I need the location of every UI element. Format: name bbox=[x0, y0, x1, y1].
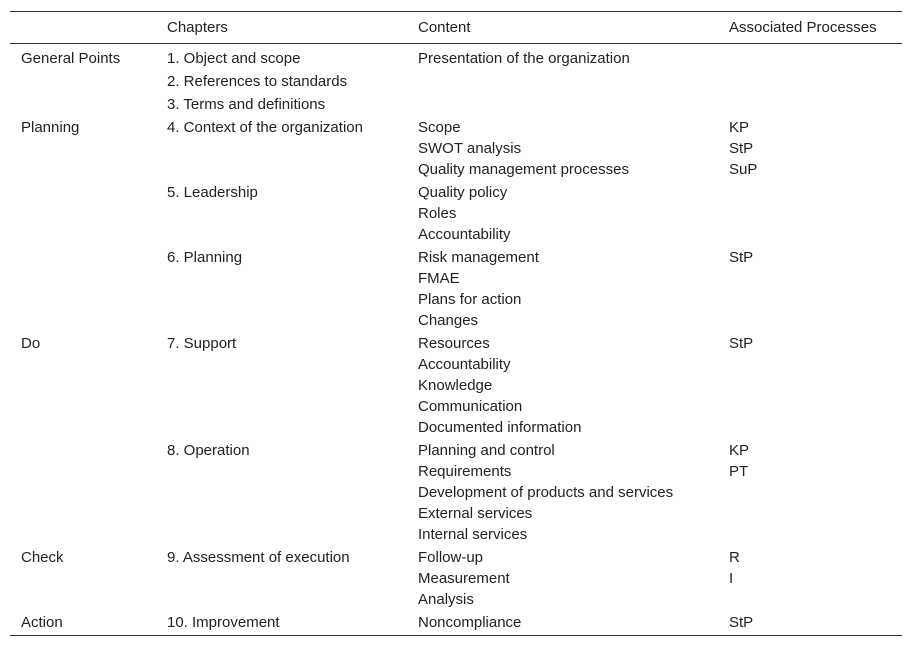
chapter-label: 5. Leadership bbox=[167, 184, 258, 201]
process-cell bbox=[718, 610, 902, 636]
process-code bbox=[729, 224, 902, 245]
content-item: Documented information bbox=[418, 419, 582, 436]
content-cell bbox=[407, 44, 718, 70]
table-row bbox=[10, 331, 902, 438]
content-item: Risk management bbox=[418, 249, 539, 266]
table-header bbox=[10, 12, 902, 44]
process-code bbox=[729, 375, 902, 396]
header-cell-content bbox=[407, 12, 718, 44]
chapter-label: 2. References to standards bbox=[167, 73, 348, 90]
process-code bbox=[729, 310, 902, 331]
process-code bbox=[729, 203, 902, 224]
table-row bbox=[10, 44, 902, 70]
chapter-cell bbox=[156, 69, 407, 92]
process-cell bbox=[718, 115, 902, 180]
content-item: Noncompliance bbox=[418, 614, 522, 631]
chapter-label: 7. Support bbox=[167, 335, 237, 352]
content-item: Measurement bbox=[418, 570, 510, 587]
content-cell bbox=[407, 92, 718, 115]
process-code bbox=[729, 482, 902, 503]
content-item: Scope bbox=[418, 119, 461, 136]
section-label: Check bbox=[21, 549, 64, 566]
table-row bbox=[10, 180, 902, 245]
content-item: Follow-up bbox=[418, 549, 484, 566]
content-cell bbox=[407, 245, 718, 331]
table-row bbox=[10, 438, 902, 545]
content-item: Planning and control bbox=[418, 442, 555, 459]
content-cell bbox=[407, 180, 718, 245]
section-spacer bbox=[21, 94, 156, 115]
table-body bbox=[10, 44, 902, 636]
content-cell bbox=[407, 438, 718, 545]
table-row bbox=[10, 92, 902, 115]
content-item: Accountability bbox=[418, 356, 511, 373]
process-code bbox=[729, 354, 902, 375]
process-code bbox=[729, 289, 902, 310]
section-label: Do bbox=[21, 335, 41, 352]
chapter-cell bbox=[156, 438, 407, 545]
table-row bbox=[10, 69, 902, 92]
section-spacer bbox=[21, 71, 156, 92]
section-cell bbox=[10, 610, 156, 636]
section-cell bbox=[10, 115, 156, 180]
process-code bbox=[729, 396, 902, 417]
chapter-cell bbox=[156, 545, 407, 610]
content-item: SWOT analysis bbox=[418, 140, 522, 157]
process-cell bbox=[718, 69, 902, 92]
content-cell bbox=[407, 610, 718, 636]
content-cell bbox=[407, 331, 718, 438]
content-cell bbox=[407, 69, 718, 92]
process-code bbox=[729, 524, 902, 545]
content-item: Requirements bbox=[418, 463, 512, 480]
content-item: Quality management processes bbox=[418, 161, 629, 178]
process-cell bbox=[718, 245, 902, 331]
process-code bbox=[729, 589, 902, 610]
section-label: Planning bbox=[21, 119, 80, 136]
table-row bbox=[10, 115, 902, 180]
header-cell-section bbox=[10, 12, 156, 44]
process-code: KP bbox=[729, 442, 750, 459]
header-label-processes: Associated Processes bbox=[729, 19, 877, 36]
header-row bbox=[10, 12, 902, 44]
chapter-cell bbox=[156, 331, 407, 438]
content-item: FMAE bbox=[418, 270, 460, 287]
process-code: KP bbox=[729, 119, 750, 136]
process-cell bbox=[718, 180, 902, 245]
table-row bbox=[10, 610, 902, 636]
content-item: Plans for action bbox=[418, 291, 522, 308]
section-spacer bbox=[21, 182, 156, 203]
section-cell bbox=[10, 92, 156, 115]
process-code bbox=[729, 503, 902, 524]
content-item: External services bbox=[418, 505, 533, 522]
content-item bbox=[418, 94, 718, 115]
chapter-cell bbox=[156, 44, 407, 70]
chapter-label: 9. Assessment of execution bbox=[167, 549, 350, 566]
section-cell bbox=[10, 245, 156, 331]
content-item: Knowledge bbox=[418, 377, 493, 394]
section-cell bbox=[10, 44, 156, 70]
content-item: Analysis bbox=[418, 591, 474, 608]
process-cell bbox=[718, 92, 902, 115]
chapter-cell bbox=[156, 115, 407, 180]
content-cell bbox=[407, 545, 718, 610]
section-cell bbox=[10, 438, 156, 545]
chapters-table bbox=[10, 11, 902, 636]
chapter-label: 4. Context of the organization bbox=[167, 119, 363, 136]
content-item: Communication bbox=[418, 398, 523, 415]
section-cell bbox=[10, 331, 156, 438]
header-label-content: Content bbox=[418, 19, 471, 36]
header-cell-chapters bbox=[156, 12, 407, 44]
content-item bbox=[418, 71, 718, 92]
chapter-cell bbox=[156, 245, 407, 331]
chapter-cell bbox=[156, 180, 407, 245]
section-cell bbox=[10, 69, 156, 92]
section-label: General Points bbox=[21, 50, 121, 67]
content-item: Presentation of the organization bbox=[418, 50, 630, 67]
process-cell bbox=[718, 545, 902, 610]
process-cell bbox=[718, 438, 902, 545]
chapter-label: 1. Object and scope bbox=[167, 50, 301, 67]
chapters-table-container bbox=[10, 11, 902, 636]
header-cell-processes bbox=[718, 12, 902, 44]
process-code: StP bbox=[729, 249, 754, 266]
content-item: Quality policy bbox=[418, 184, 508, 201]
process-code: SuP bbox=[729, 161, 758, 178]
chapter-label: 6. Planning bbox=[167, 249, 243, 266]
process-code bbox=[729, 48, 902, 69]
chapter-label: 8. Operation bbox=[167, 442, 250, 459]
header-label-chapters: Chapters bbox=[167, 19, 228, 36]
process-code bbox=[729, 268, 902, 289]
chapter-label: 10. Improvement bbox=[167, 614, 280, 631]
process-code: I bbox=[729, 570, 734, 587]
process-code: R bbox=[729, 549, 740, 566]
table-row bbox=[10, 545, 902, 610]
section-label: Action bbox=[21, 614, 63, 631]
content-item: Internal services bbox=[418, 526, 528, 543]
section-spacer bbox=[21, 440, 156, 461]
content-item: Development of products and services bbox=[418, 484, 674, 501]
section-cell bbox=[10, 180, 156, 245]
process-code bbox=[729, 71, 902, 92]
chapter-cell bbox=[156, 92, 407, 115]
process-code: StP bbox=[729, 140, 754, 157]
chapter-cell bbox=[156, 610, 407, 636]
content-item: Roles bbox=[418, 205, 457, 222]
process-code bbox=[729, 417, 902, 438]
process-code: PT bbox=[729, 463, 749, 480]
content-item: Resources bbox=[418, 335, 490, 352]
chapter-label: 3. Terms and definitions bbox=[167, 96, 326, 113]
process-code bbox=[729, 94, 902, 115]
process-cell bbox=[718, 331, 902, 438]
process-cell bbox=[718, 44, 902, 70]
section-spacer bbox=[21, 247, 156, 268]
content-cell bbox=[407, 115, 718, 180]
process-code: StP bbox=[729, 614, 754, 631]
content-item: Changes bbox=[418, 312, 479, 329]
table-row bbox=[10, 245, 902, 331]
process-code bbox=[729, 182, 902, 203]
process-code: StP bbox=[729, 335, 754, 352]
section-cell bbox=[10, 545, 156, 610]
content-item: Accountability bbox=[418, 226, 511, 243]
